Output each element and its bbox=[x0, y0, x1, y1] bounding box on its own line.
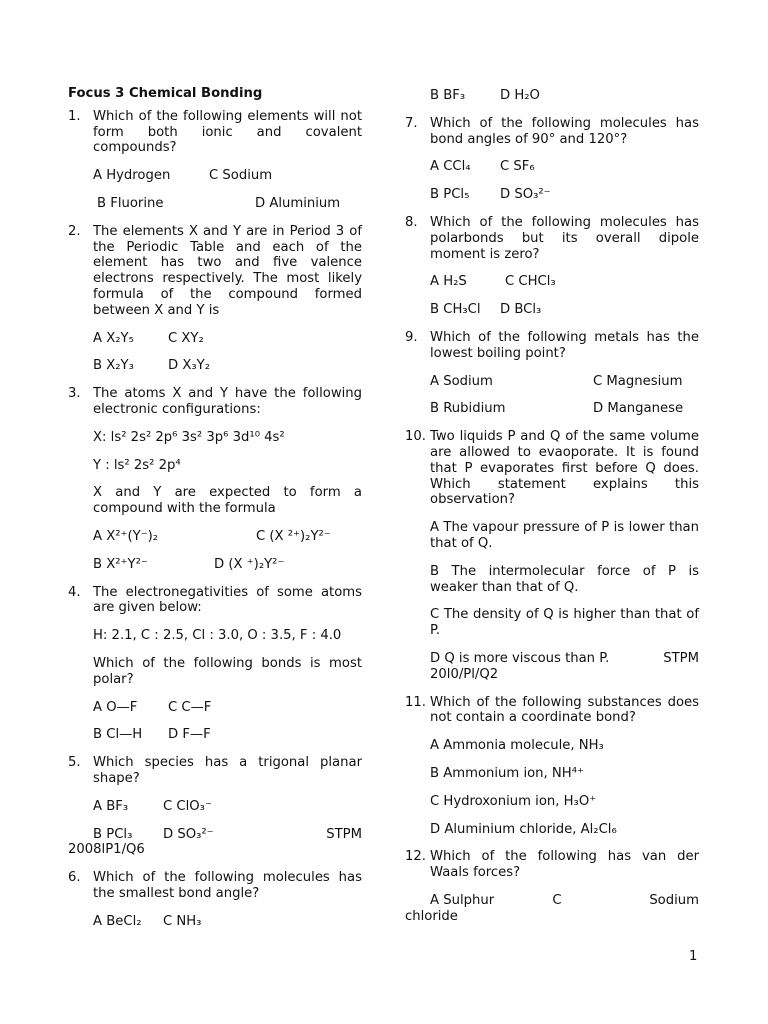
option-c: C XY₂ bbox=[168, 330, 204, 346]
option-b: B PCl₅ bbox=[430, 187, 470, 203]
option-b: B BF₃ bbox=[430, 88, 466, 103]
options-row bbox=[430, 88, 699, 104]
source-reference: 20l0/Pl/Q2 bbox=[430, 666, 499, 682]
source-label: STPM bbox=[663, 650, 699, 666]
option-d: D SO₃²⁻ bbox=[163, 826, 214, 842]
source-reference: 2008lP1/Q6 bbox=[68, 842, 145, 858]
option-b: B Cl—H bbox=[93, 727, 143, 743]
question-number: 5. bbox=[68, 755, 81, 771]
question-number: 3. bbox=[68, 386, 81, 402]
electron-config-x: X: ls² 2s² 2p⁶ 3s² 3p⁶ 3d¹⁰ 4s² bbox=[93, 429, 285, 445]
option-c-continued: chloride bbox=[405, 908, 458, 924]
option-d: D X₃Y₂ bbox=[168, 358, 211, 374]
options-row bbox=[93, 168, 362, 184]
question-text: Which of the following molecules has bond angles of 90° and 120°? bbox=[430, 115, 699, 147]
question-text: Which of the following molecules has polarbonds but its overall dipole moment is zero? bbox=[430, 214, 699, 262]
option-d: D Aluminium bbox=[255, 195, 341, 211]
question-3 bbox=[68, 386, 362, 418]
question-text: Which of the following elements will not form both ionic and covalent compounds? bbox=[93, 108, 362, 156]
option-d: D Manganese bbox=[593, 401, 684, 417]
electronegativity-values: H: 2.1, C : 2.5, Cl : 3.0, O : 3.5, F : 4.0 bbox=[93, 628, 342, 644]
question-2 bbox=[68, 224, 362, 319]
option-b: B X²⁺Y²⁻ bbox=[93, 556, 148, 572]
question-text: Which of the following metals has the lowest boiling point? bbox=[430, 329, 699, 361]
options-row bbox=[93, 557, 362, 573]
options-row bbox=[93, 331, 362, 347]
question-6 bbox=[68, 870, 362, 902]
option-a: A BF₃ bbox=[93, 798, 129, 814]
question-text: The electronegativities of some atoms are given below: bbox=[93, 584, 362, 616]
options-row bbox=[68, 827, 362, 843]
option-a: A H₂S bbox=[430, 274, 467, 290]
options-row bbox=[93, 196, 362, 212]
option-c: C Magnesium bbox=[593, 373, 683, 389]
question-text: Which of the following has van der Waals forces? bbox=[430, 849, 699, 881]
question-text: Two liquids P and Q of the same volume are allowed to evaoporate. It is found that P evaporates first before Q does. Which statement explains this observation? bbox=[430, 429, 699, 508]
question-stem: Which of the following bonds is most polar? bbox=[93, 655, 362, 687]
options-row bbox=[93, 358, 362, 374]
question-9 bbox=[405, 330, 699, 362]
question-number: 2. bbox=[68, 223, 81, 239]
option-a: A X²⁺(Y⁻)₂ bbox=[93, 528, 159, 544]
left-column bbox=[68, 86, 362, 929]
question-number: 6. bbox=[68, 870, 81, 886]
option-c-letter: C bbox=[552, 892, 562, 908]
question-number: 4. bbox=[68, 584, 81, 600]
option-d: D (X ⁺)₂Y²⁻ bbox=[214, 556, 285, 572]
options-row bbox=[430, 401, 699, 417]
question-stem: X and Y are expected to form a compound with the formula bbox=[93, 485, 362, 517]
option-b: B X₂Y₃ bbox=[93, 358, 134, 374]
question-number: 1. bbox=[68, 108, 81, 124]
question-11 bbox=[405, 695, 699, 727]
option-a: A Sodium bbox=[430, 373, 493, 389]
question-7 bbox=[405, 116, 699, 148]
option-d: D Aluminium chloride, Al₂Cl₆ bbox=[430, 821, 617, 837]
option-c: C NH₃ bbox=[163, 913, 202, 929]
options-row bbox=[93, 799, 362, 815]
option-a: A Sulphur bbox=[430, 892, 495, 908]
option-c-text: Sodium bbox=[649, 892, 699, 908]
question-number: 10. bbox=[405, 429, 426, 445]
option-b: B The intermolecular force of P is weaker than that of Q. bbox=[430, 563, 699, 595]
question-8 bbox=[405, 215, 699, 262]
option-c: C Hydroxonium ion, H₃O⁺ bbox=[430, 793, 597, 809]
option-b: B Fluorine bbox=[97, 195, 164, 211]
page-number: 1 bbox=[689, 949, 698, 964]
page-title: Focus 3 Chemical Bonding bbox=[68, 86, 263, 101]
option-c: C Sodium bbox=[209, 168, 273, 184]
options-row bbox=[430, 651, 699, 667]
options-row bbox=[430, 187, 699, 203]
option-c: C C—F bbox=[168, 699, 212, 715]
question-text: Which species has a trigonal planar shape? bbox=[93, 755, 362, 786]
question-12 bbox=[405, 849, 699, 881]
option-c: C (X ²⁺)₂Y²⁻ bbox=[256, 528, 331, 544]
option-a: A O—F bbox=[93, 699, 138, 715]
question-4 bbox=[68, 585, 362, 617]
electron-config-y: Y : ls² 2s² 2p⁴ bbox=[93, 457, 181, 473]
option-b: B Rubidium bbox=[430, 401, 506, 417]
options-row bbox=[93, 700, 362, 716]
option-c: C SF₆ bbox=[500, 159, 535, 175]
question-number: 7. bbox=[405, 115, 418, 131]
right-column bbox=[405, 86, 699, 924]
question-10 bbox=[405, 429, 699, 508]
option-a: A Hydrogen bbox=[93, 168, 171, 184]
options-row bbox=[430, 159, 699, 175]
option-c: C The density of Q is higher than that of P. bbox=[430, 607, 699, 639]
question-number: 9. bbox=[405, 329, 418, 345]
option-a: A CCl₄ bbox=[430, 159, 471, 175]
question-5 bbox=[68, 755, 362, 787]
option-b-d bbox=[68, 827, 214, 843]
option-d: D F—F bbox=[168, 727, 211, 743]
question-number: 8. bbox=[405, 214, 418, 230]
question-number: 11. bbox=[405, 694, 426, 710]
option-c: C CHCl₃ bbox=[505, 274, 556, 290]
option-b: B PCl₃ bbox=[93, 826, 133, 842]
options-row bbox=[93, 914, 362, 930]
option-a: A BeCl₂ bbox=[93, 913, 142, 929]
option-b: B CH₃Cl bbox=[430, 302, 481, 318]
options-row bbox=[93, 727, 362, 743]
option-a: A X₂Y₅ bbox=[93, 330, 134, 346]
options-row bbox=[430, 893, 699, 909]
question-text: The atoms X and Y have the following electronic configurations: bbox=[93, 386, 362, 417]
question-1 bbox=[68, 109, 362, 156]
options-row bbox=[93, 529, 362, 545]
option-a: A Ammonia molecule, NH₃ bbox=[430, 738, 604, 754]
option-d: D Q is more viscous than P. bbox=[430, 650, 610, 666]
option-d: D BCl₃ bbox=[500, 302, 542, 318]
options-row bbox=[430, 302, 699, 318]
options-row bbox=[430, 274, 699, 290]
option-c: C ClO₃⁻ bbox=[163, 798, 212, 814]
option-d: D H₂O bbox=[500, 88, 540, 103]
option-d: D SO₃²⁻ bbox=[500, 187, 551, 203]
question-text: The elements X and Y are in Period 3 of the Periodic Table and each of the element has two and five valence electrons respectively. The most likely formula of the compound formed between X and Y is bbox=[93, 223, 362, 318]
question-text: Which of the following molecules has the smallest bond angle? bbox=[93, 870, 362, 901]
option-a: A The vapour pressure of P is lower than that of Q. bbox=[430, 520, 699, 551]
source-label: STPM bbox=[326, 826, 362, 842]
option-b: B Ammonium ion, NH⁴⁺ bbox=[430, 765, 584, 781]
question-number: 12. bbox=[405, 849, 426, 865]
options-row bbox=[430, 374, 699, 390]
question-text: Which of the following substances does not contain a coordinate bond? bbox=[430, 694, 699, 726]
